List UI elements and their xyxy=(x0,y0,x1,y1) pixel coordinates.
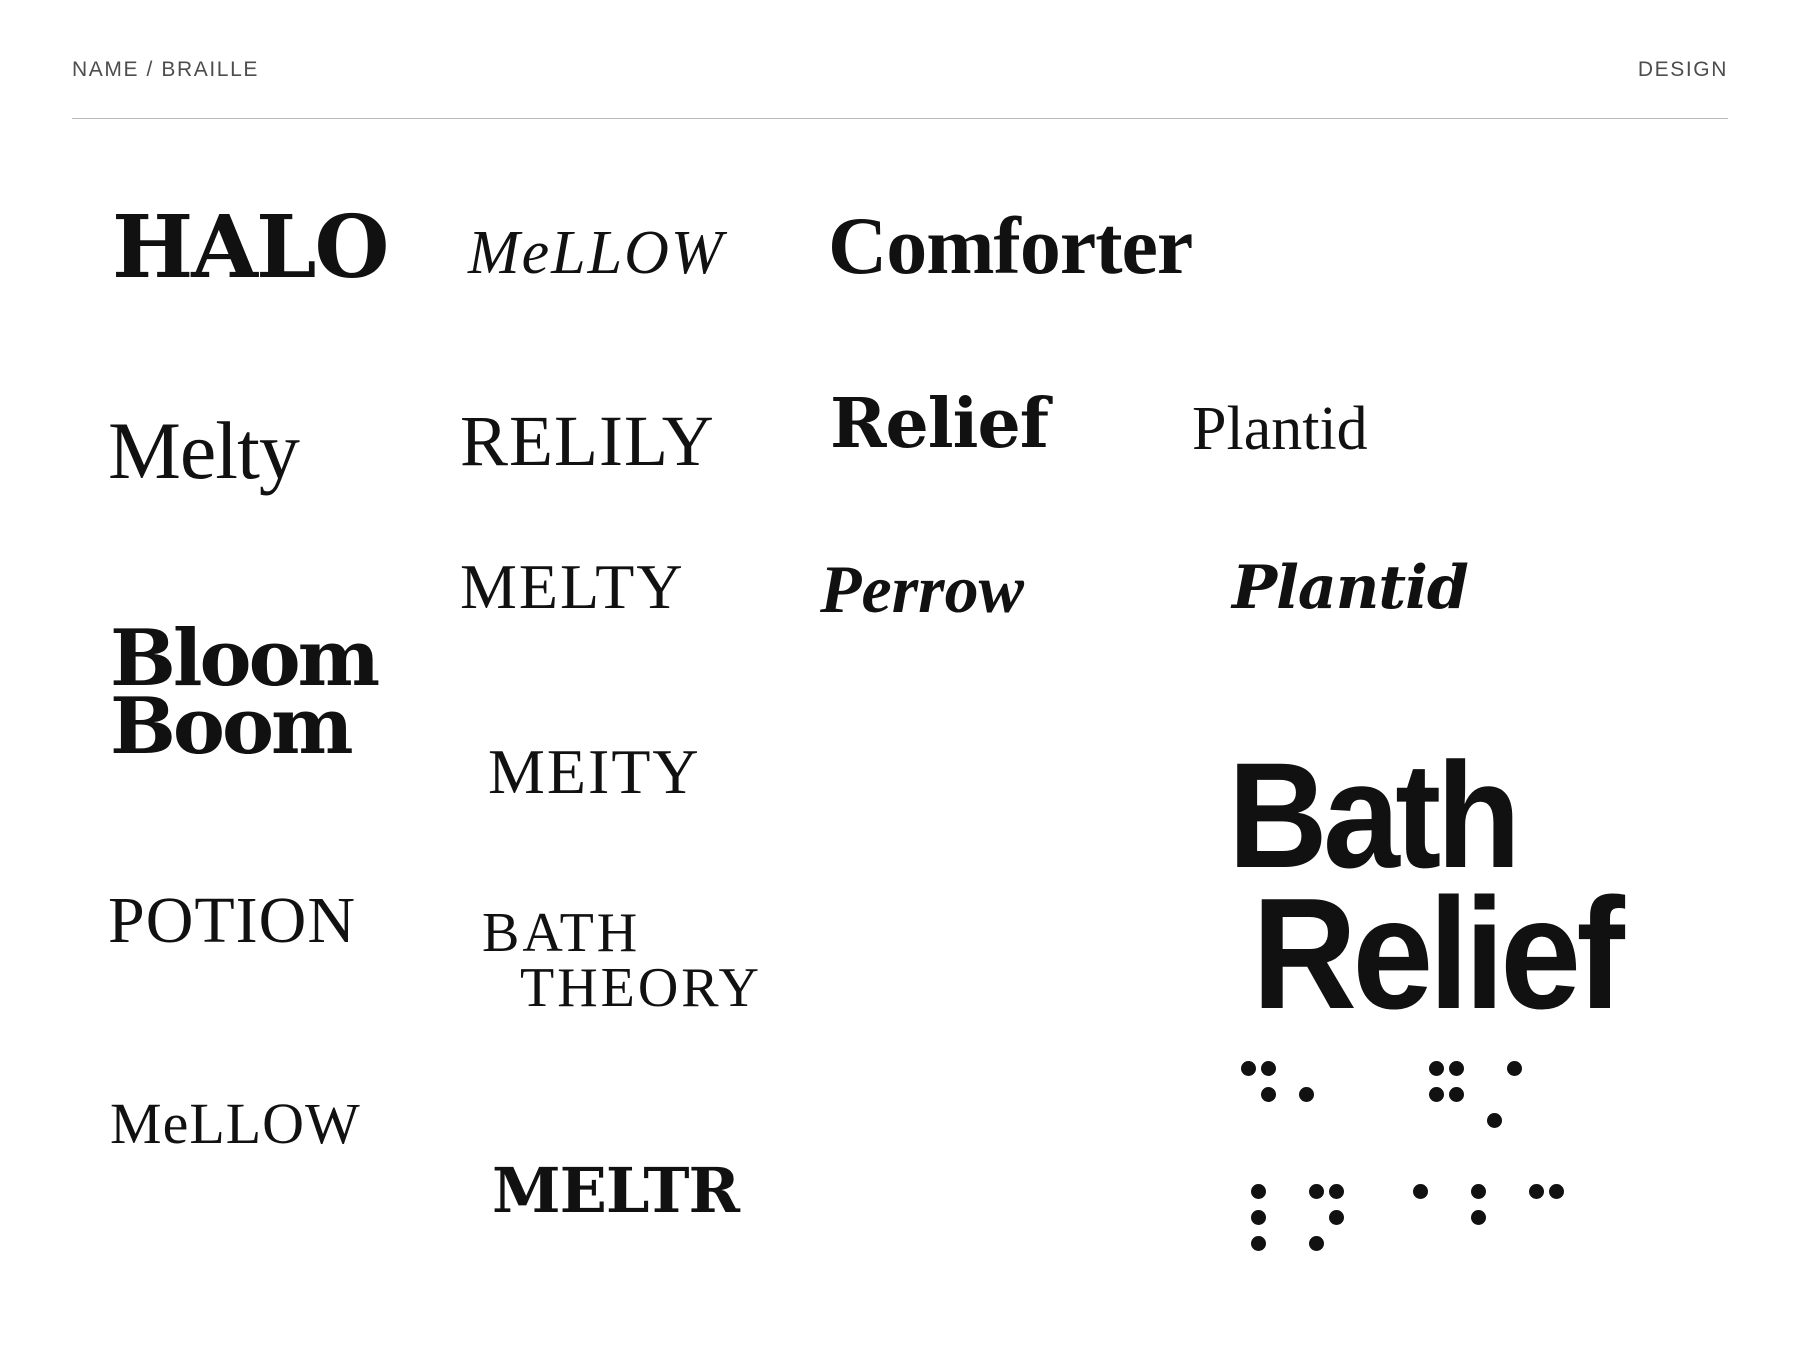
logo-bath-big: Bath xyxy=(1228,731,1517,899)
braille-dot xyxy=(1309,1184,1324,1199)
braille-dot xyxy=(1309,1210,1324,1225)
braille-dot xyxy=(1429,1087,1444,1102)
logo-comforter: Comforter xyxy=(828,200,1193,291)
logo-plantid-bold: Plantid xyxy=(1232,553,1468,623)
braille-dot xyxy=(1299,1061,1314,1076)
braille-dot xyxy=(1449,1087,1464,1102)
braille-dot xyxy=(1251,1236,1266,1251)
braille-dot xyxy=(1309,1236,1324,1251)
braille-dot xyxy=(1487,1061,1502,1076)
braille-cell xyxy=(1238,1055,1278,1133)
logo-halo: HALO xyxy=(112,197,388,298)
braille-dot xyxy=(1507,1087,1522,1102)
braille-dot xyxy=(1261,1113,1276,1128)
braille-cell xyxy=(1468,1178,1508,1256)
braille-cell xyxy=(1248,1178,1288,1256)
braille-dot xyxy=(1329,1210,1344,1225)
braille-dot xyxy=(1491,1184,1506,1199)
braille-dot xyxy=(1529,1236,1544,1251)
braille-dot xyxy=(1429,1061,1444,1076)
braille-dot xyxy=(1433,1210,1448,1225)
braille-dot xyxy=(1271,1210,1286,1225)
braille-dot xyxy=(1413,1236,1428,1251)
braille-cell xyxy=(1296,1055,1336,1133)
braille-dot xyxy=(1549,1236,1564,1251)
braille-dot xyxy=(1491,1210,1506,1225)
braille-cell xyxy=(1484,1055,1524,1133)
braille-dot xyxy=(1491,1236,1506,1251)
braille-dot xyxy=(1319,1061,1334,1076)
braille-dot xyxy=(1449,1061,1464,1076)
logo-theory: THEORY xyxy=(520,957,762,1019)
braille-dot xyxy=(1429,1113,1444,1128)
braille-dot xyxy=(1471,1184,1486,1199)
braille-dot xyxy=(1241,1113,1256,1128)
logo-boom: Boom xyxy=(110,681,351,772)
logo-bath: BATH xyxy=(482,902,641,964)
logo-relief-bold: Relief xyxy=(830,384,1048,464)
logo-melty-caps: MELTY xyxy=(460,551,685,622)
braille-cell xyxy=(1426,1055,1466,1133)
braille-dot xyxy=(1299,1113,1314,1128)
logo-meltr: MELTR xyxy=(492,1154,740,1227)
braille-dot xyxy=(1319,1087,1334,1102)
logo-bloom: Bloom xyxy=(110,613,378,704)
braille-dot xyxy=(1487,1087,1502,1102)
braille-dot xyxy=(1299,1087,1314,1102)
braille-dot xyxy=(1271,1236,1286,1251)
braille-dot xyxy=(1413,1184,1428,1199)
braille-dot xyxy=(1549,1184,1564,1199)
braille-dot xyxy=(1529,1210,1544,1225)
braille-dot xyxy=(1471,1210,1486,1225)
braille-dot xyxy=(1261,1087,1276,1102)
braille-dot xyxy=(1261,1061,1276,1076)
braille-dot xyxy=(1271,1184,1286,1199)
header-left-label: NAME / BRAILLE xyxy=(72,58,259,81)
logo-perrow: Perrow xyxy=(820,551,1024,627)
braille-dot xyxy=(1319,1113,1334,1128)
braille-dot xyxy=(1329,1184,1344,1199)
braille-dot xyxy=(1251,1210,1266,1225)
braille-dot xyxy=(1471,1236,1486,1251)
braille-dot xyxy=(1549,1210,1564,1225)
logo-meity-caps: MEITY xyxy=(488,736,701,807)
braille-dot xyxy=(1329,1236,1344,1251)
braille-dot xyxy=(1433,1236,1448,1251)
braille-dot xyxy=(1241,1087,1256,1102)
logo-mellow-script: MeLLOW xyxy=(468,219,725,287)
braille-cell xyxy=(1526,1178,1566,1256)
braille-dot xyxy=(1507,1061,1522,1076)
braille-row-1 xyxy=(1238,1055,1524,1133)
logo-melty: Melty xyxy=(108,405,299,496)
braille-dot xyxy=(1529,1184,1544,1199)
braille-dot xyxy=(1449,1113,1464,1128)
braille-dot xyxy=(1413,1210,1428,1225)
braille-dot xyxy=(1487,1113,1502,1128)
braille-dot xyxy=(1433,1184,1448,1199)
logo-mellow-caps: MeLLOW xyxy=(110,1091,361,1156)
braille-cell xyxy=(1306,1178,1346,1256)
logo-plantid-light: Plantid xyxy=(1192,395,1368,463)
braille-row-2 xyxy=(1248,1178,1566,1256)
braille-dot xyxy=(1241,1061,1256,1076)
logo-relily: RELILY xyxy=(460,401,715,481)
braille-dot xyxy=(1251,1184,1266,1199)
braille-cell xyxy=(1410,1178,1450,1256)
braille-dot xyxy=(1507,1113,1522,1128)
logo-potion: POTION xyxy=(108,884,356,957)
header-right-label: DESIGN xyxy=(1637,58,1728,81)
logo-relief-big: Relief xyxy=(1252,866,1621,1042)
